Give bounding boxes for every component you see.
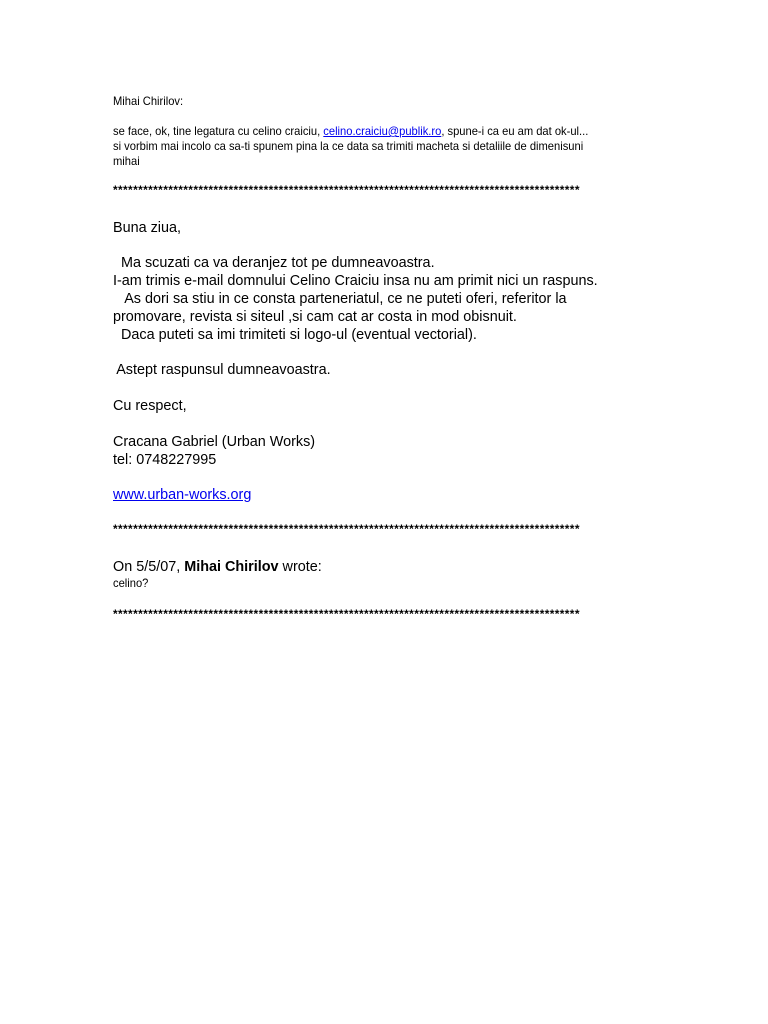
greeting: Buna ziua,: [113, 220, 182, 236]
quote-intro-prefix: On 5/5/07,: [113, 559, 185, 575]
body-line-2: I-am trimis e-mail domnului Celino Craiciu insa nu am primit nici un raspuns.: [113, 273, 598, 289]
email-link[interactable]: celino.craiciu@publik.ro: [323, 124, 442, 138]
website-line: [113, 486, 251, 504]
quoted-text: celino?: [113, 576, 149, 590]
top-message-line-2: si vorbim mai incolo ca sa-ti spunem pina la ce data sa trimiti macheta si detaliile de dimenisuni: [113, 139, 584, 153]
top-message-line-1-start: se face, ok, tine legatura cu celino craiciu,: [113, 124, 324, 138]
signature-phone: tel: 0748227995: [113, 452, 217, 468]
quote-intro: [113, 558, 322, 576]
sender-label: Mihai Chirilov:: [113, 94, 184, 108]
body-line-5: Daca puteti sa imi trimiteti si logo-ul (eventual vectorial).: [113, 327, 477, 343]
quote-intro-suffix: wrote:: [278, 559, 322, 575]
top-message-line-3: mihai: [113, 154, 140, 168]
website-link[interactable]: www.urban-works.org: [113, 487, 252, 503]
closing: Cu respect,: [113, 398, 187, 414]
top-message-line-1-end: , spune-i ca eu am dat ok-ul...: [441, 124, 589, 138]
separator-1: *********************************************************************************************: [113, 183, 580, 197]
top-message-line-1: [113, 123, 588, 139]
body-line-6: Astept raspunsul dumneavoastra.: [113, 362, 331, 378]
separator-3: *********************************************************************************************: [113, 607, 580, 621]
quote-author: Mihai Chirilov: [184, 559, 279, 575]
signature-name: Cracana Gabriel (Urban Works): [113, 434, 316, 450]
separator-2: *********************************************************************************************: [113, 522, 580, 536]
body-line-4: promovare, revista si siteul ,si cam cat ar costa in mod obisnuit.: [113, 309, 517, 325]
body-line-3: As dori sa stiu in ce consta parteneriatul, ce ne puteti oferi, referitor la: [113, 291, 567, 307]
body-line-1: Ma scuzati ca va deranjez tot pe dumneavoastra.: [113, 255, 435, 271]
